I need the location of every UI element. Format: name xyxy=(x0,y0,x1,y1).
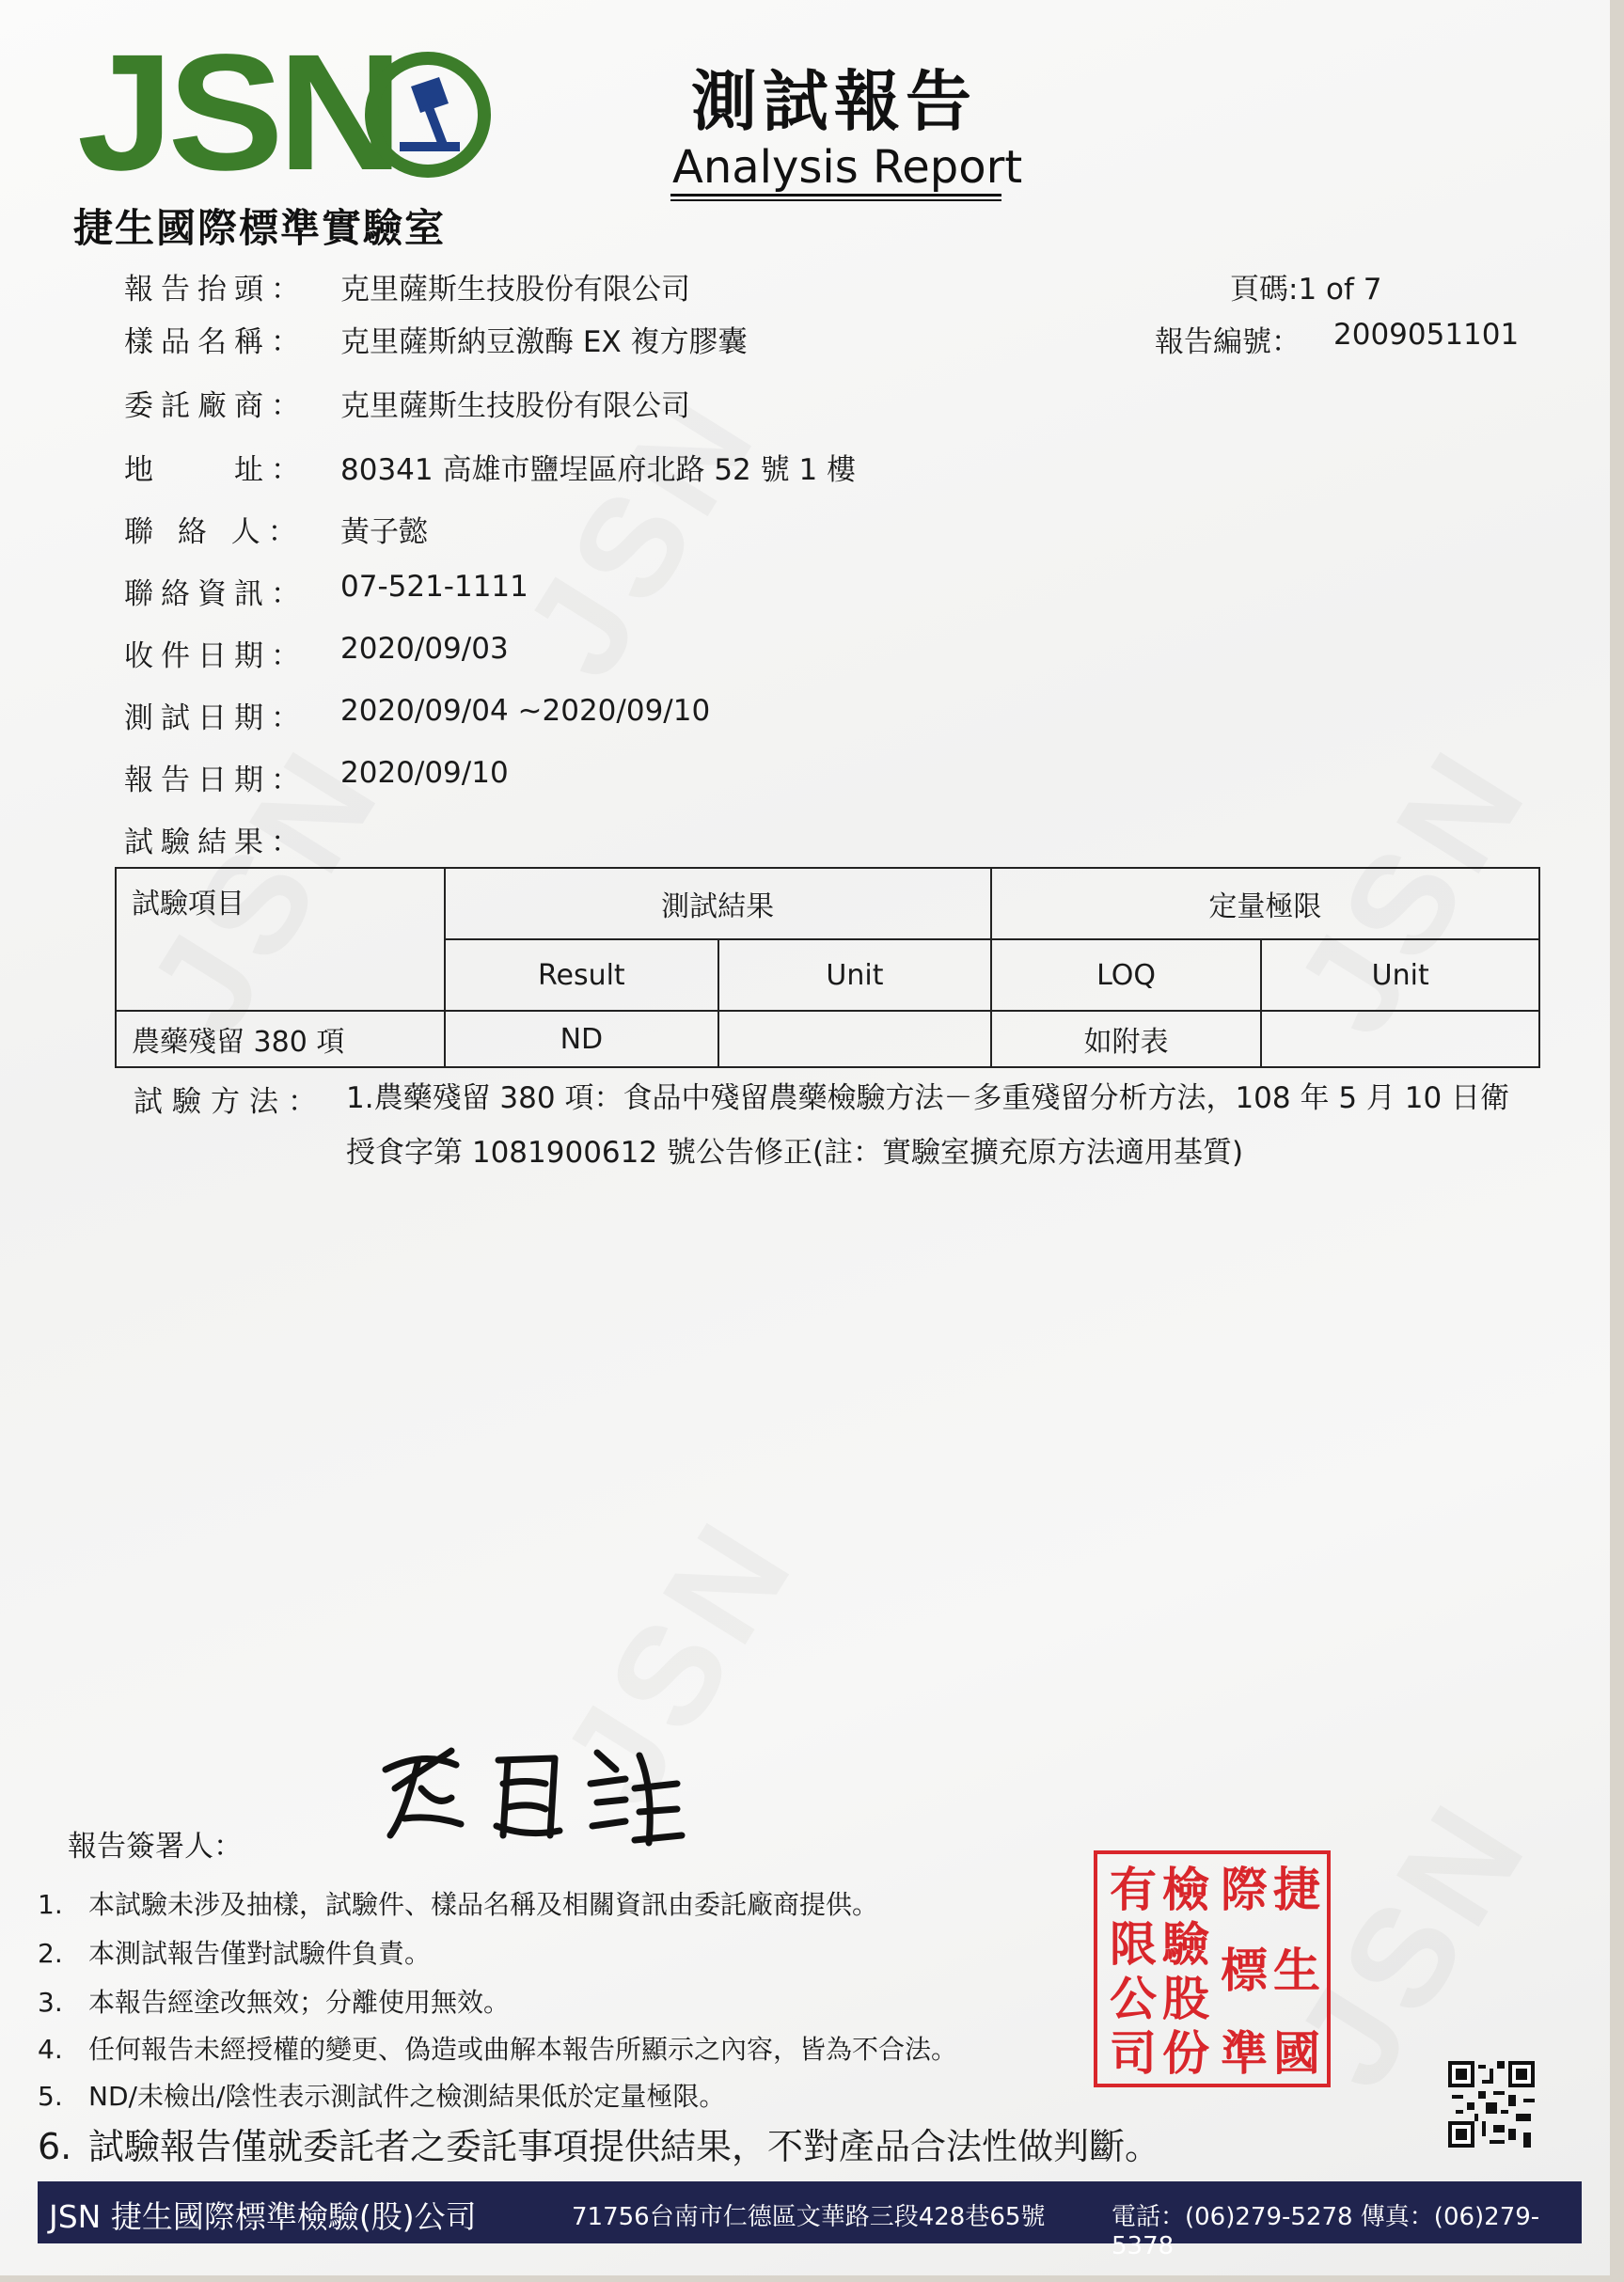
note-number: 2. xyxy=(38,1938,63,1969)
table-header: Unit xyxy=(718,939,991,1011)
field-value: 07-521-1111 xyxy=(340,570,528,604)
seal-char: 國 xyxy=(1273,2026,1320,2081)
company-logo xyxy=(77,21,398,205)
note-text: 本測試報告僅對試驗件負責。 xyxy=(88,1938,432,1969)
seal-char: 股 xyxy=(1162,1972,1209,2026)
table-cell: 如附表 xyxy=(991,1011,1262,1067)
note-item xyxy=(38,2029,957,2067)
report-title: 測試報告 xyxy=(691,63,977,140)
seal-char: 捷 xyxy=(1273,1863,1320,1917)
seal-char: 份 xyxy=(1162,2026,1209,2081)
seal-char: 有 xyxy=(1110,1863,1157,1917)
signer-label: 報告簽署人： xyxy=(68,1830,243,1864)
field-value: 克里薩斯納豆激酶 EX 複方膠囊 xyxy=(340,325,748,359)
seal-char: 公 xyxy=(1110,1972,1157,2026)
table-cell xyxy=(718,1011,991,1067)
microscope-logo-icon xyxy=(362,49,494,181)
table-header: Result xyxy=(445,939,719,1011)
qr-code-icon xyxy=(1448,2061,1535,2148)
seal-char: 生 xyxy=(1273,1944,1320,1998)
note-item xyxy=(38,1933,431,1971)
method-label: 試驗方法： xyxy=(134,1085,326,1119)
note-number: 1. xyxy=(38,1889,63,1920)
field-label: 測試日期： xyxy=(124,701,307,735)
field-label: 報告抬頭： xyxy=(124,273,307,307)
seal-char: 驗 xyxy=(1162,1917,1209,1972)
footer-contact: 電話：(06)279-5278 傳真：(06)279-5378 xyxy=(1112,2203,1540,2260)
method-text: 授食字第 1081900612 號公告修正(註：實驗室擴充原方法適用基質) xyxy=(346,1136,1244,1170)
handwritten-signature xyxy=(367,1732,686,1864)
field-value: 克里薩斯生技股份有限公司 xyxy=(340,273,690,307)
note-text: ND/未檢出/陰性表示測試件之檢測結果低於定量極限。 xyxy=(88,2081,726,2112)
seal-char: 準 xyxy=(1221,2026,1268,2081)
field-value: 黃子懿 xyxy=(340,515,428,549)
seal-char: 際 xyxy=(1221,1863,1268,1917)
report-title-en: Analysis Report xyxy=(672,141,1023,194)
note-text: 任何報告未經授權的變更、偽造或曲解本報告所顯示之內容，皆為不合法。 xyxy=(88,2034,958,2065)
footer-bar xyxy=(38,2181,1582,2260)
field-label: 地 址： xyxy=(124,453,307,487)
field-value: 80341 高雄市鹽埕區府北路 52 號 1 樓 xyxy=(340,453,857,487)
logo-text: JSN xyxy=(77,21,398,205)
note-number: 3. xyxy=(38,1987,63,2018)
seal-char: 標 xyxy=(1221,1944,1268,1998)
field-value: 2020/09/10 xyxy=(340,756,509,790)
field-label: 樣品名稱： xyxy=(124,325,307,359)
field-value: 2020/09/03 xyxy=(340,632,509,666)
field-label: 委託廠商： xyxy=(124,389,307,423)
field-label: 收件日期： xyxy=(124,639,307,673)
note-number: 6. xyxy=(38,2126,72,2167)
note-item xyxy=(38,1982,510,2020)
table-cell: ND xyxy=(445,1011,719,1067)
table-cell xyxy=(1261,1011,1539,1067)
seal-char: 檢 xyxy=(1162,1863,1209,1917)
field-value: 2020/09/04 ~2020/09/10 xyxy=(340,694,711,728)
seal-char: 司 xyxy=(1110,2026,1157,2081)
footer-company: JSN 捷生國際標準檢驗(股)公司 xyxy=(49,2198,477,2235)
seal-char: 限 xyxy=(1110,1917,1157,1972)
field-label: 報告日期： xyxy=(124,763,307,797)
field-label: 試驗結果： xyxy=(124,826,307,859)
company-seal-stamp xyxy=(1094,1850,1331,2087)
note-number: 5. xyxy=(38,2081,63,2112)
report-number: 2009051101 xyxy=(1333,318,1520,352)
table-cell: 農藥殘留 380 項 xyxy=(116,1011,445,1067)
table-header: 試驗項目 xyxy=(116,868,445,1011)
results-table xyxy=(115,867,1540,1068)
footer-address: 71756台南市仁德區文華路三段428巷65號 xyxy=(572,2203,1046,2231)
note-number: 4. xyxy=(38,2034,63,2065)
note-text: 本報告經塗改無效；分離使用無效。 xyxy=(88,1987,511,2018)
note-text: 試驗報告僅就委託者之委託事項提供結果，不對產品合法性做判斷。 xyxy=(88,2126,1161,2167)
note-text: 本試驗未涉及抽樣，試驗件、樣品名稱及相關資訊由委託廠商提供。 xyxy=(88,1889,879,1920)
note-item xyxy=(38,2117,1160,2169)
table-header-row xyxy=(116,868,1539,939)
table-header: 定量極限 xyxy=(991,868,1539,939)
note-item xyxy=(38,1884,878,1922)
report-number-label: 報告編號： xyxy=(1155,325,1301,359)
field-value: 克里薩斯生技股份有限公司 xyxy=(340,389,690,423)
page-number: 頁碼:1 of 7 xyxy=(1230,273,1382,307)
method-text: 1.農藥殘留 380 項：食品中殘留農藥檢驗方法－多重殘留分析方法，108 年 5 月 10 日衛 xyxy=(346,1081,1510,1115)
field-label: 聯絡資訊： xyxy=(124,577,307,611)
table-header: 測試結果 xyxy=(445,868,991,939)
field-label: 聯 絡 人： xyxy=(124,515,305,549)
table-header: LOQ xyxy=(991,939,1262,1011)
table-header: Unit xyxy=(1261,939,1539,1011)
note-item xyxy=(38,2076,725,2114)
title-underline xyxy=(670,199,1001,201)
title-underline xyxy=(670,194,1001,197)
lab-name: 捷生國際標準實驗室 xyxy=(73,205,447,251)
table-row xyxy=(116,1011,1539,1067)
